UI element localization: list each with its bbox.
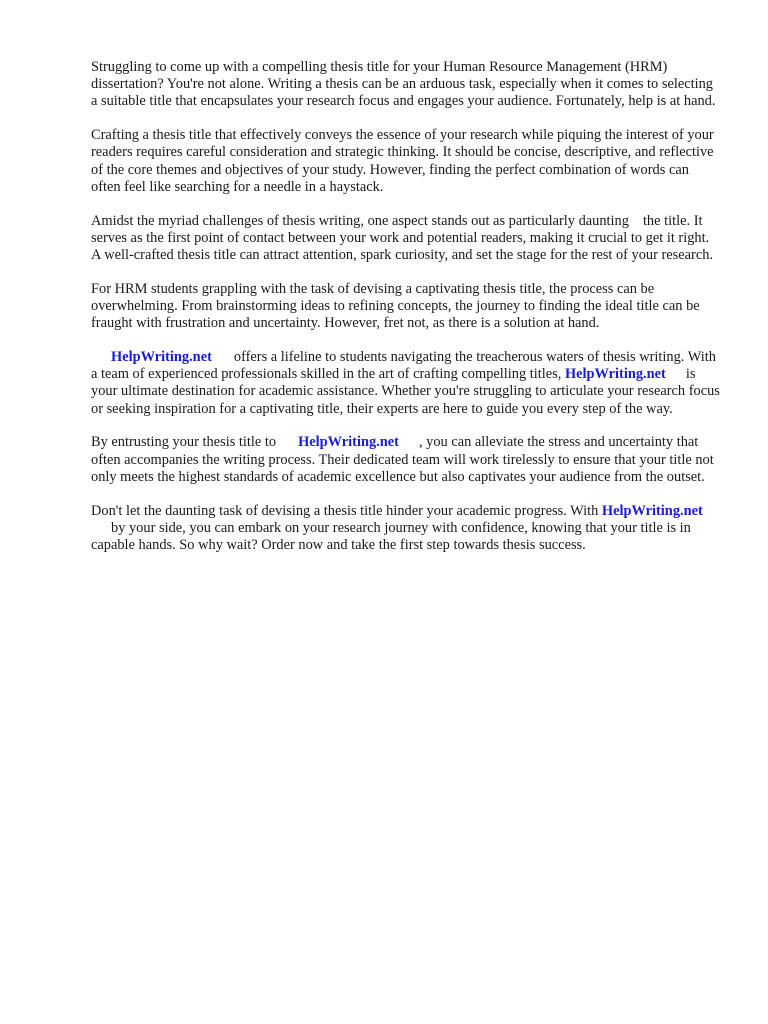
paragraph-lifeline	[91, 349, 721, 418]
paragraph-intro-text: Struggling to come up with a compelling thesis title for your Human Resource Management (HRM) dissertation? You're not alone. Writing a thesis can be an arduous task, especially when it comes to selecting a suitable title that encapsulates your research focus and engages your audience. Fortunately, help is at hand.	[91, 59, 716, 110]
paragraph-entrusting-text-b: , you can alleviate the stress and uncertainty that often accompanies the writing process. Their dedicated team will work tirelessly to ensure that your title not only meets the highest standards of academic excellence but also captivates your audience from the outset.	[91, 434, 714, 485]
paragraph-hrm-students	[91, 281, 721, 333]
helpwriting-link-4[interactable]: HelpWriting.net	[601, 502, 703, 519]
paragraph-challenges-text-b: the title. It serves as the first point of contact between your work and potential readers, making it crucial to get it right. A well-crafted thesis title can attract attention, spark curiosity, and set the stage for the rest of your research.	[91, 212, 714, 264]
paragraph-challenges-text-a: Amidst the myriad challenges of thesis writing, one aspect stands out as particularly daunting	[91, 212, 629, 229]
document-body	[91, 59, 721, 571]
paragraph-hrm-students-text: For HRM students grappling with the task of devising a captivating thesis title, the process can be overwhelming. From brainstorming ideas to refining concepts, the journey to finding the ideal title can be fraught with frustration and uncertainty. However, fret not, as there is a solution at hand.	[91, 280, 700, 332]
paragraph-lifeline-text-a: offers a lifeline to students navigating the treacherous waters of thesis writing. With a team of experienced professionals skilled in the art of crafting compelling titles,	[91, 349, 716, 383]
paragraph-challenges	[91, 213, 721, 265]
paragraph-closing-text-a: Don't let the daunting task of devising a thesis title hinder your academic progress. With	[91, 502, 599, 519]
helpwriting-link-2[interactable]: HelpWriting.net	[564, 366, 666, 383]
paragraph-closing-text-b: by your side, you can embark on your research journey with confidence, knowing that your title is in capable hands. So why wait? Order now and take the first step towards thesis success.	[91, 519, 691, 554]
paragraph-entrusting-text-a: By entrusting your thesis title to	[91, 434, 277, 451]
paragraph-entrusting	[91, 434, 721, 486]
paragraph-closing	[91, 503, 721, 555]
helpwriting-link-1[interactable]: HelpWriting.net	[111, 349, 212, 366]
paragraph-crafting	[91, 127, 721, 196]
paragraph-crafting-text: Crafting a thesis title that effectively conveys the essence of your research while piquing the interest of your readers requires careful consideration and strategic thinking. It should be concise, descriptive, and reflective of the core themes and objectives of your study. However, finding the perfect combination of words can often feel like searching for a needle in a haystack.	[91, 127, 714, 195]
paragraph-intro	[91, 59, 721, 111]
paragraph-lifeline-text-b: is your ultimate destination for academic assistance. Whether you're struggling to articulate your research focus or seeking inspiration for a captivating title, their experts are here to guide you every step of the way.	[91, 366, 720, 417]
helpwriting-link-3[interactable]: HelpWriting.net	[298, 434, 399, 451]
